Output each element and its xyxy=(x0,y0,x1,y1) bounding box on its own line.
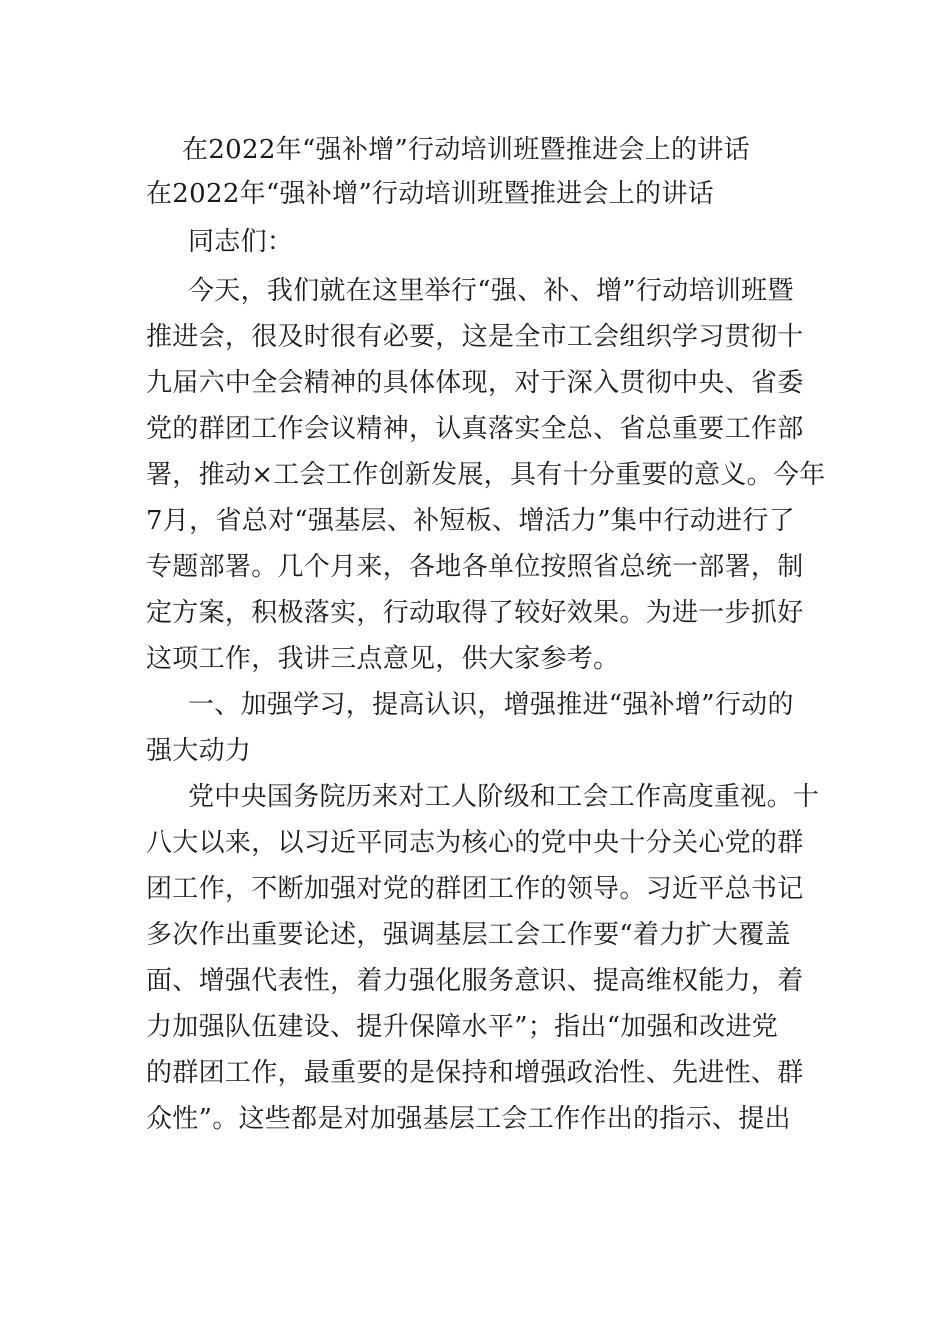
paragraph-line: 的群团工作，最重要的是保持和增强政治性、先进性、群 xyxy=(146,1058,804,1088)
paragraph-line: 众性”。这些都是对加强基层工会工作作出的指示、提出 xyxy=(146,1104,791,1134)
paragraph-line: 定方案，积极落实，行动取得了较好效果。为进一步抓好 xyxy=(146,598,804,628)
section-heading-1 xyxy=(146,682,806,774)
document-subtitle: 在2022年“强补增”行动培训班暨推进会上的讲话 xyxy=(146,179,714,209)
greeting: 同志们： xyxy=(188,227,294,257)
paragraph-line: 党中央国务院历来对工人阶级和工会工作高度重视。十 xyxy=(188,782,820,812)
paragraph-line: 力加强队伍建设、提升保障水平”；指出“加强和改进党 xyxy=(146,1012,779,1042)
paragraph-opening xyxy=(146,268,826,682)
paragraph-line: 八大以来，以习近平同志为核心的党中央十分关心党的群 xyxy=(146,828,804,858)
paragraph-line: 今天，我们就在这里举行“强、补、增”行动培训班暨 xyxy=(188,276,794,306)
paragraph-line: 推进会，很及时很有必要，这是全市工会组织学习贯彻十 xyxy=(146,322,804,352)
paragraph-line: 专题部署。几个月来，各地各单位按照省总统一部署，制 xyxy=(146,552,804,582)
paragraph-line: 这项工作，我讲三点意见，供大家参考。 xyxy=(146,644,620,674)
paragraph-section-1-body xyxy=(146,774,820,1142)
paragraph-line: 署，推动×工会工作创新发展，具有十分重要的意义。今年 xyxy=(146,460,826,490)
paragraph-line: 面、增强代表性，着力强化服务意识、提高维权能力，着 xyxy=(146,966,804,996)
paragraph-line: 团工作，不断加强对党的群团工作的领导。习近平总书记 xyxy=(146,874,804,904)
paragraph-line: 多次作出重要论述，强调基层工会工作要“着力扩大覆盖 xyxy=(146,920,791,950)
paragraph-line: 7月，省总对“强基层、补短板、增活力”集中行动进行了 xyxy=(146,506,795,536)
document-title: 在2022年“强补增”行动培训班暨推进会上的讲话 xyxy=(182,135,750,165)
heading-line: 强大动力 xyxy=(146,736,252,766)
document-page xyxy=(146,128,826,1142)
heading-line: 一、加强学习，提高认识，增强推进“强补增”行动的 xyxy=(188,690,794,720)
paragraph-line: 党的群团工作会议精神，认真落实全总、省总重要工作部 xyxy=(146,414,804,444)
paragraph-line: 九届六中全会精神的具体体现，对于深入贯彻中央、省委 xyxy=(146,368,804,398)
